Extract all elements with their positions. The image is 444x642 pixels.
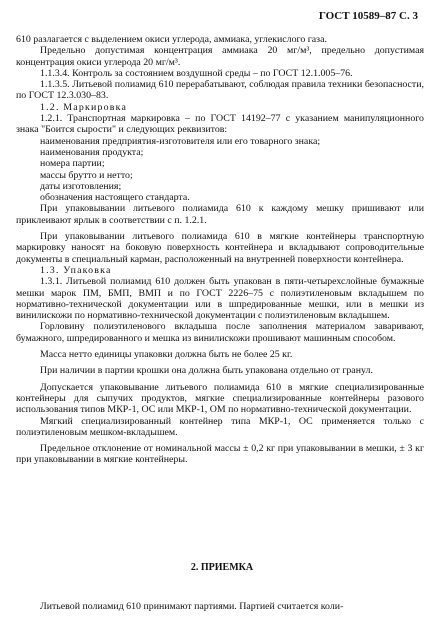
paragraph: наименования предприятия-изготовителя или его товарного знака; <box>40 135 321 147</box>
paragraph: даты изготовления; <box>40 180 122 192</box>
paragraph: При упаковывании литьевого полиамида 610 к каждому мешку пришивают или приклеивают ярлык в соответствии с п. 1.2.1. <box>16 203 424 226</box>
page-header: ГОСТ 10589–87 С. 3 <box>318 10 418 22</box>
paragraph: номера партии; <box>40 158 105 170</box>
paragraph: Предельное отклонение от номинальной массы ± 0,2 кг при упаковывании в мешки, ± 3 кг при упаковывании в мягкие контейнеры. <box>16 443 424 466</box>
paragraph: 1.3.1. Литьевой полиамид 610 должен быть упакован в пяти-четырехслойные бумажные мешки марок ПМ, БМП, ВМП и по ГОСТ 2226–75 с полиэтиленовым вкладышем по нормативно-технической документации или в шпредированные мешки, или в мешки из винилискожи по нормативно-технической документации с полиэтиленовым вкладышем. <box>16 276 424 322</box>
paragraph: Мягкий специализированный контейнер типа МКР-1, ОС применяется только с полиэтиленовым мешком-вкладышем. <box>16 415 424 438</box>
paragraph: Предельно допустимая концентрация аммиака 20 мг/м³, предельно допустимая концентрация окиси углерода 20 мг/м³. <box>16 45 424 68</box>
last-line: Литьевой полиамид 610 принимают партиями. Партией считается коли- <box>40 601 344 612</box>
paragraph: При наличии в партии крошки она должна быть упакована отдельно от гранул. <box>40 365 373 377</box>
section-title: 2. ПРИЕМКА <box>190 562 254 573</box>
paragraph: Горловину полиэтиленового вкладыша после заполнения материалом заваривают, бумажного, шпредированного и мешка из винилискожи прошивают машинным способом. <box>16 321 424 344</box>
paragraph: 1.2.1. Транспортная маркировка – по ГОСТ 14192–77 с указанием манипуляционного знака "Боится сырости" и следующих реквизитов: <box>16 113 424 136</box>
paragraph: Масса нетто единицы упаковки должна быть не более 25 кг. <box>40 349 293 361</box>
paragraph: Допускается упаковывание литьевого полиамида 610 в мягкие специализированные контейнеры для сыпучих продуктов, мягкие специализированные контейнеры разового использования типов МКР-1, ОС или МКР-1, ОМ по нормативно-технической документации. <box>16 381 424 416</box>
paragraph: наименования продукта; <box>40 146 144 158</box>
paragraph: обозначения настоящего стандарта. <box>40 192 190 204</box>
paragraph: При упаковывании литьевого полиамида 610 в мягкие контейнеры транспортную маркировку наносят на боковую поверхность контейнера и вкладывают сопроводительные документы в специальный карман, расположенный на внутренней поверхности контейнера. <box>16 231 424 265</box>
paragraph: 1.1.3.4. Контроль за состоянием воздушной среды – по ГОСТ 12.1.005–76. <box>40 67 353 79</box>
paragraph: 1.2. Маркировка <box>40 101 128 113</box>
paragraph: 1.1.3.5. Литьевой полиамид 610 перерабатывают, соблюдая правила техники безопасности, по ГОСТ 12.3.030–83. <box>16 79 424 102</box>
paragraph: массы брутто и нетто; <box>40 169 133 181</box>
paragraph: 1.3. Упаковка <box>40 264 112 276</box>
body-text <box>16 34 424 466</box>
paragraph: 610 разлагается с выделением окиси углерода, аммиака, углекислого газа. <box>16 34 327 45</box>
